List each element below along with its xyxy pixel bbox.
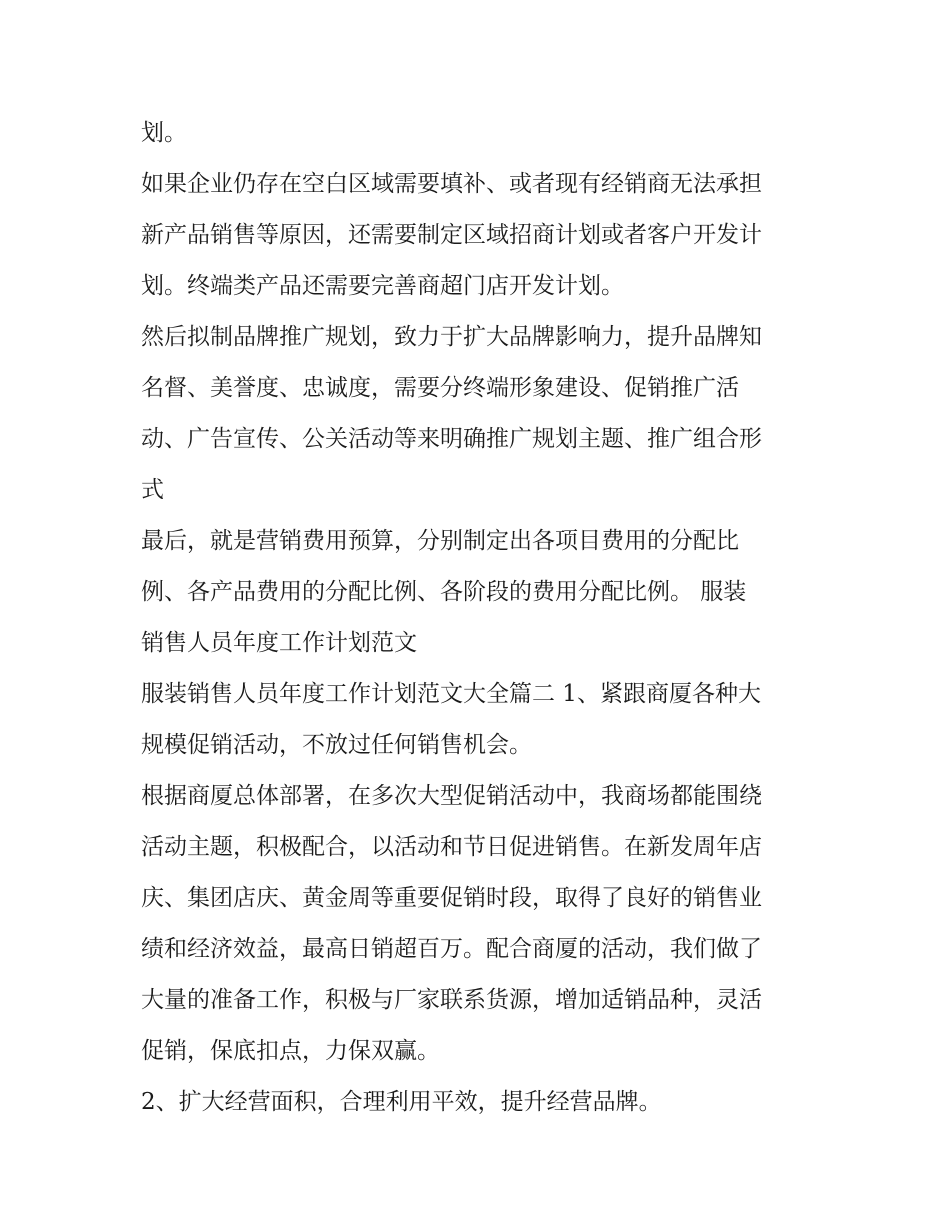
text-line: 动、广告宣传、公关活动等来明确推广规划主题、推广组合形: [141, 426, 762, 452]
text-line: 然后拟制品牌推广规划，致力于扩大品牌影响力，提升品牌知: [141, 324, 762, 350]
text-line: 规模促销活动，不放过任何销售机会。: [141, 732, 532, 758]
text-line: 式: [141, 477, 164, 503]
text-line: 根据商厦总体部署，在多次大型促销活动中，我商场都能围绕: [141, 783, 762, 809]
text-line: 名督、美誉度、忠诚度，需要分终端形象建设、促销推广活: [141, 375, 739, 401]
text-line: 销售人员年度工作计划范文: [141, 630, 417, 656]
text-line: 服装销售人员年度工作计划范文大全篇二 1、紧跟商厦各种大: [141, 681, 761, 707]
text-line: 新产品销售等原因，还需要制定区域招商计划或者客户开发计: [141, 222, 762, 248]
text-line: 大量的准备工作，积极与厂家联系货源，增加适销品种，灵活: [141, 987, 762, 1013]
text-line: 庆、集团店庆、黄金周等重要促销时段，取得了良好的销售业: [141, 885, 762, 911]
text-line: 2、扩大经营面积，合理利用平效，提升经营品牌。: [141, 1089, 662, 1115]
text-line: 如果企业仍存在空白区域需要填补、或者现有经销商无法承担: [141, 171, 762, 197]
body-text: [141, 108, 821, 1128]
text-line: 划。终端类产品还需要完善商超门店开发计划。: [141, 273, 624, 299]
text-line: 最后，就是营销费用预算，分别制定出各项目费用的分配比: [141, 528, 739, 554]
text-line: 活动主题，积极配合，以活动和节日促进销售。在新发周年店: [141, 834, 762, 860]
text-line: 绩和经济效益，最高日销超百万。配合商厦的活动，我们做了: [141, 936, 762, 962]
text-line: 划。: [141, 120, 187, 146]
text-line: 促销，保底扣点，力保双赢。: [141, 1038, 440, 1064]
text-line: 例、各产品费用的分配比例、各阶段的费用分配比例。 服装: [141, 579, 747, 605]
